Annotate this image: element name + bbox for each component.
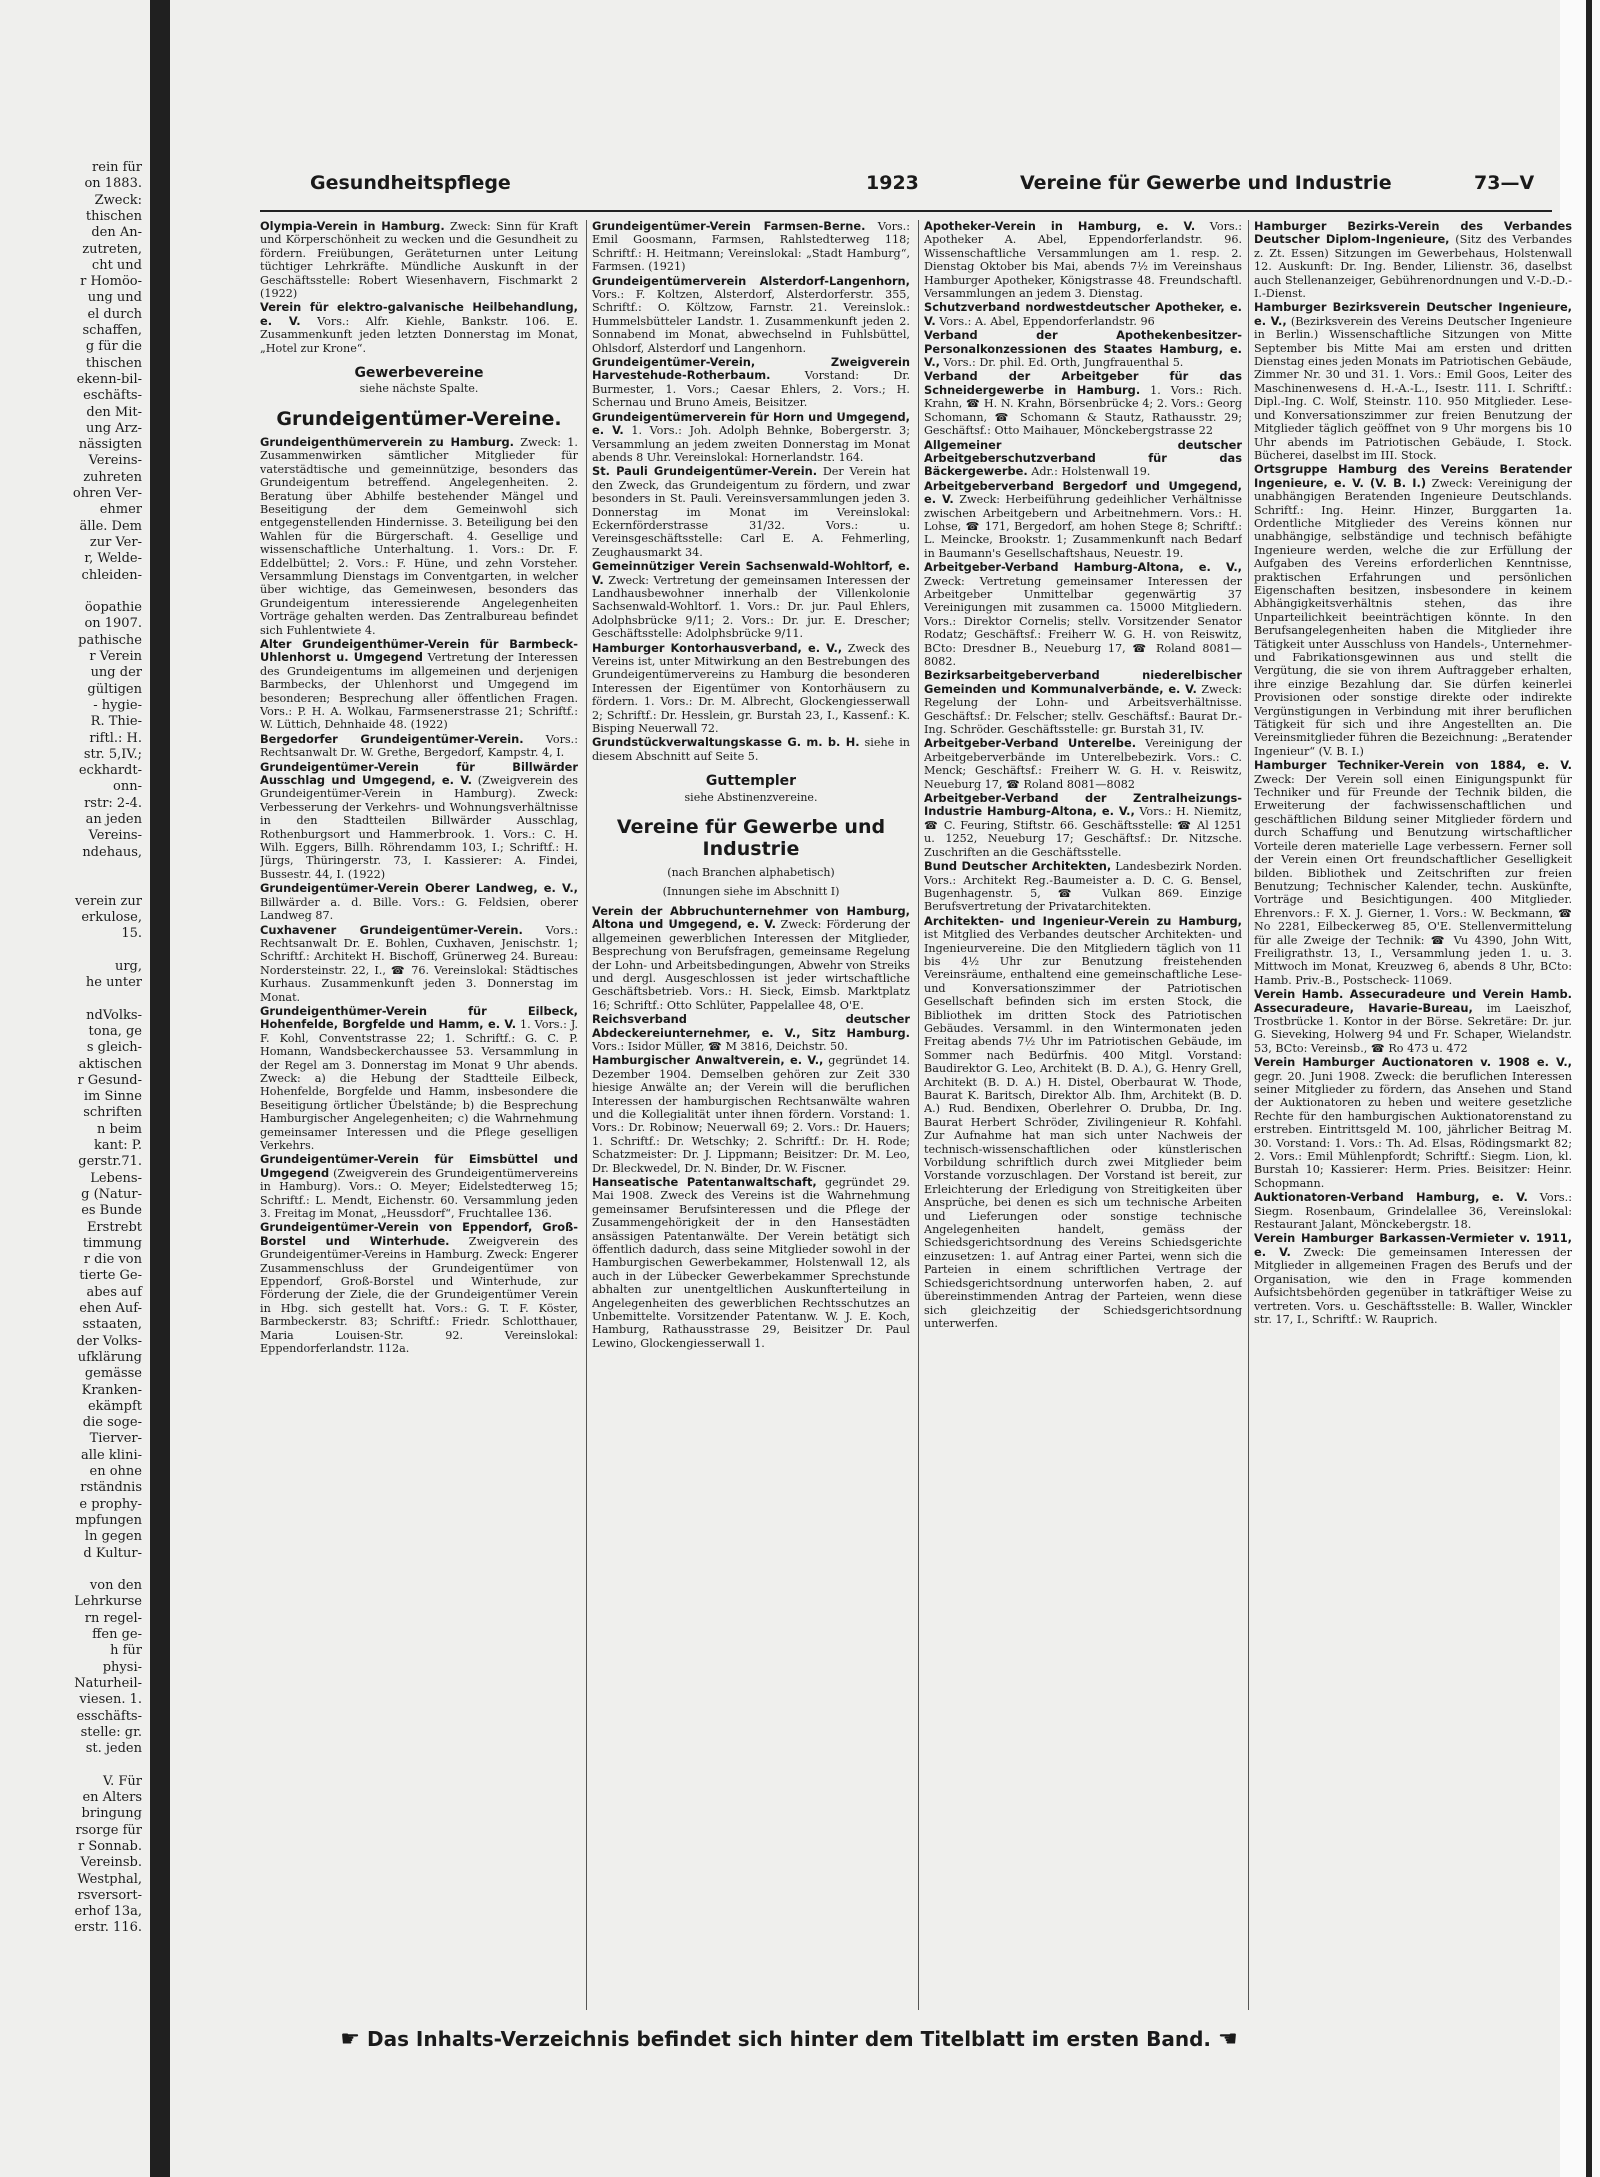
association-details: Zweck: Förderung der allgemeinen gewerblichen Interessen der Mitglieder, Besprechung von Berufsfragen, gemeinsame Regelung der Lohn- und Arbeitsbedingungen, Abwehr von Streiks und dergl. Ausgeschlossen ist jeder wirtschaftliche Geschäftsbetrieb. Vors.: H. Sieck, Eimsb. Marktplatz 16; Schriftf.: Otto Schlüter, Pappelallee 48, O'E.	[592, 918, 910, 1012]
left-page-text-fragment: thischen	[85, 355, 142, 371]
left-page-text-fragment: onn-	[113, 779, 142, 795]
left-page-text-fragment: Lehrkurse	[74, 1594, 142, 1610]
association-entry	[924, 860, 1242, 914]
left-page-text-fragment: Naturheil-	[74, 1675, 142, 1691]
association-details: Zweck des Vereins ist, unter Mitwirkung an den Bestrebungen des Grundeigentümervereins zu Hamburg die besonderen Interessen der Eigentümer von Kontorhäusern zu fördern. 1. Vors.: Dr. M. Albrecht, Glockengiesserwall 2; Schriftf.: Dr. Hesslein, gr. Burstah 23, I., Kassenf.: K. Bisping Neuerwall 72.	[592, 641, 910, 736]
association-entry	[592, 356, 910, 410]
column-2	[592, 220, 910, 2030]
left-page-text-fragment: Vereins-	[88, 828, 142, 844]
association-details: Vors.: Rechtsanwalt Dr. W. Grethe, Bergedorf, Kampstr. 4, I.	[260, 732, 578, 760]
association-details: Vors.: H. Niemitz, ☎ C. Feuring, Stiftstr. 66. Geschäftsstelle: ☎ Al 1251 u. 1252, Neueburg 17; Geschäftsf.: Dr. Nitzsche. Zuschriften an die Geschäftsstelle.	[924, 805, 1242, 859]
footer-text: Das Inhalts-Verzeichnis befindet sich hinter dem Titelblatt im ersten Band.	[366, 2027, 1212, 2051]
association-details: (Zweigverein des Grundeigentümer-Verein in Hamburg). Zweck: Verbesserung der Verkehrs- und Wohnungsverhältnisse in den Stadtteilen Billwärder Ausschlag, Rothenburgsort und Hammerbrook. 1. Vors.: C. H. Wilh. Eggers, Billh. Röhrendamm 103, I.; Schriftf.: H. Jürgs, Thüringerstr. 73, I. Kassierer: A. Findei, Bussestr. 44, I. (1922)	[260, 774, 578, 881]
left-page-text-fragment: el durch	[87, 306, 142, 322]
association-name: Arbeitgeber-Verband Unterelbe.	[924, 736, 1137, 751]
association-details: ist Mitglied des Verbandes deutscher Architekten- und Ingenieurvereine. Die den Mitgliedern täglich von 11 bis 4½ Uhr zur Benutzung freistehenden Vereinsräume, enthaltend eine gemeinschaftliche Lese- und Konversationszimmer der Patriotischen Gesellschaft befinden sich im ersten Stock, die Bibliothek im dritten Stock des Patriotischen Gebäudes. Versamml. in den Wintermonaten jeden Freitag abends 7½ Uhr im Patriotischen Gebäude, im Sommer nach Bedürfnis. 400 Mitgl. Vorstand: Baudirektor G. Leo, Architekt (B. D. A.), G. Henry Grell, Architekt (B. D. A.) H. Distel, Oberbaurat W. Thode, Baurat K. Baritsch, Direktor Alb. Ihm, Architekt (B. D. A.) Rud. Bendixen, Oberlehrer O. Drubba, Dr. Ing. Baurat Herbert Schröder, Zivilingenieur R. Kohfahl. Zur Aufnahme hat man sich unter Nachweis der technisch-wissenschaftlichen oder künstlerischen Vorbildung schriftlich durch zwei Mitglieder beim Vorstande vorzuschlagen. Der Vorstand ist bereit, zur Erleichterung der Erledigung von Streitigkeiten über Ansprüche, bei denen es sich um technische Arbeiten und Lieferungen oder sonstige technische Angelegenheiten handelt, gemäss der Schiedsgerichtsordnung des Vereins Schiedsgerichte einzusetzen: 1. auf Antrag einer Partei, wenn sich die Parteien in einem schriftlichen Vertrage der Schiedsgerichtsordnung unterworfen haben, 2. auf übereinstimmenden Antrag der Parteien, wenn diese sich gleichzeitig der Schiedsgerichtsordnung unterwerfen.	[924, 928, 1242, 1330]
association-name: Grundeigentümer-Verein, Zweigverein Harvestehude-Rotherbaum.	[592, 355, 910, 383]
association-entry	[1254, 301, 1572, 462]
association-entry	[260, 882, 578, 922]
association-entry	[1254, 1056, 1572, 1190]
association-name: Verein Hamburger Auctionatoren v. 1908 e. V.,	[1254, 1055, 1572, 1070]
association-details: Vertretung der Interessen des Grundeigentums im allgemeinen und derjenigen Barmbecks, der Uhlenhorst und Umgegend im besonderen; Besprechung aller öffentlichen Fragen. Vors.: P. H. A. Wolkau, Farmsenerstrasse 21; Schriftf.: W. Lüttich, Dehnhaide 48. (1922)	[260, 651, 578, 732]
association-entry	[260, 924, 578, 1004]
association-details: Der Verein hat den Zweck, das Grundeigentum zu fördern, und zwar besonders in St. Pauli. Vereinsversammlungen jeden 3. Donnerstag im Monat im Vereinslokal: Eckernförderstrasse 31/32. Vors.: u. Vereinsgeschäftsstelle: Carl E. A. Fehmerling, Zeughausmarkt 34.	[592, 465, 910, 559]
left-page-text-fragment: r, Welde-	[84, 551, 142, 567]
association-name: Cuxhavener Grundeigentümer-Verein.	[260, 922, 523, 937]
left-page-text-fragment: rsorge für	[75, 1822, 142, 1838]
left-page-text-fragment: Lebens-	[90, 1170, 142, 1186]
column-1	[260, 220, 578, 2030]
left-page-text-fragment: h für	[110, 1643, 142, 1659]
left-page-text-fragment: g für die	[85, 339, 142, 355]
association-details: 1. Vors.: Rich. Krahn, ☎ H. N. Krahn, Börsenbrücke 4; 2. Vors.: Georg Schomann, ☎ Schomann & Stautz, Rathausstr. 29; Geschäftsf.: Otto Maihauer, Mönckebergstrasse 22	[924, 383, 1242, 438]
left-page-text-fragment: ung Arz-	[85, 420, 142, 436]
left-page-text-fragment: ekämpft	[87, 1398, 142, 1414]
association-details: gegründet 29. Mai 1908. Zweck des Vereins ist die Wahrnehmung gemeinsamer Berufsinteressen und die Pflege der Zusammengehörigkeit der in den Hansestädten ansässigen Patentanwälte. Der Verein betätigt sich öffentlich dadurch, dass seine Mitglieder sowohl in der Hamburgischen Gewerbekammer, Holstenwall 12, als auch in der Lübecker Gewerbekammer Sprechstunde abhalten zur unentgeltlichen Auskunfterteilung in Angelegenheiten des gewerblichen Rechtsschutzes an Unbemittelte. Vorsitzender Patentanw. W. J. E. Koch, Hamburg, Rathausstrasse 29, Beisitzer Dr. Paul Lewino, Glockengiesserwall 1.	[592, 1176, 910, 1350]
header-year: 1923	[866, 172, 919, 194]
association-details: 1. Vors.: Joh. Adolph Behnke, Bobergerstr. 3; Versammlung an jedem zweiten Donnerstag im Monat abends 8 Uhr. Vereinslokal: Hornerlandstr. 164.	[592, 424, 910, 464]
association-name: Arbeitgeber-Verband der Zentralheizungs-Industrie Hamburg-Altona, e. V.,	[924, 791, 1242, 819]
left-page-text-fragment: ndVolks-	[86, 1007, 142, 1023]
left-page-text-fragment: physi-	[102, 1659, 142, 1675]
left-page-text-fragment: rständnis	[80, 1480, 142, 1496]
left-page-text-fragment: e prophy-	[79, 1496, 142, 1512]
left-page-text-fragment: thischen	[85, 208, 142, 224]
association-name: Reichsverband deutscher Abdeckereiunternehmer, e. V., Sitz Hamburg.	[592, 1012, 910, 1040]
left-page-text-fragment: rstr: 2-4.	[84, 795, 142, 811]
left-page-text-fragment: schaffen,	[82, 323, 142, 338]
footer-notice	[214, 2027, 1364, 2052]
association-name: Schutzverband nordwestdeutscher Apotheker, e. V.	[924, 300, 1242, 328]
association-entry	[1254, 220, 1572, 300]
left-page-text-fragment: on 1883.	[84, 176, 142, 192]
association-entry	[924, 220, 1242, 300]
left-page-text-fragment: der Volks-	[76, 1333, 142, 1349]
association-name: Hamburgischer Anwaltverein, e. V.,	[592, 1053, 824, 1068]
association-name: Bergedorfer Grundeigentümer-Verein.	[260, 731, 524, 746]
left-page-text-fragment: erkulose,	[81, 909, 142, 925]
left-page-text-fragment: st. jeden	[85, 1741, 142, 1757]
association-details: Vors.: Emil Goosmann, Farmsen, Rahlstedterweg 118; Schriftf.: H. Heitmann; Vereinslokal: „Stadt Hamburg“, Farmsen. (1921)	[592, 220, 910, 274]
association-details: Zweck: Regelung der Lohn- und Arbeitsverhältnisse. Geschäftsf.: Dr. Felscher; stellv. Geschäftsf.: Baurat Dr.-Ing. Schröder. Geschäftsstelle: gr. Burstah 31, IV.	[924, 682, 1242, 737]
left-page-text-fragment: zur Ver-	[89, 534, 142, 550]
left-page-text-fragment: erstr. 116.	[74, 1920, 142, 1936]
header-left: Gesundheitspflege	[310, 172, 511, 194]
left-page-text-fragment: r Verein	[89, 649, 142, 664]
left-page-text-fragment: g (Natur-	[81, 1186, 142, 1202]
pointing-hand-icon: ☛	[340, 2027, 360, 2052]
main-section-heading: Vereine für Gewerbe und Industrie	[616, 816, 886, 861]
association-details: Vorstand: Dr. Burmester, 1. Vors.; Caesar Ehlers, 2. Vors.; H. Schernau und Bruno Ameis, Beisitzer.	[592, 369, 910, 410]
left-page-text-fragment: öopathie	[84, 600, 142, 616]
association-entry	[260, 1005, 578, 1152]
association-name: Grundeigentümer-Verein Oberer Landweg, e. V.,	[260, 881, 578, 896]
association-entry	[924, 480, 1242, 560]
left-page-text-fragment: bringung	[81, 1806, 142, 1822]
left-page-text-fragment: zuhreten	[83, 469, 142, 485]
association-name: Arbeitgeber-Verband Hamburg-Altona, e. V.,	[924, 560, 1242, 575]
association-entry	[924, 915, 1242, 1331]
association-name: Olympia-Verein in Hamburg.	[260, 220, 445, 233]
left-page-text-fragment: - hygie-	[93, 697, 142, 713]
association-details: Zweck: Vertretung der gemeinsamen Interessen der Landhausbewohner innerhalb der Villenkolonie Sachsenwald-Wohltorf. 1. Vors.: Dr. jur. Paul Ehlers, Adolphsbrücke 9/11; 2. Vors.: Dr. jur. E. Drescher; Geschäftsstelle: Adolphsbrücke 9/11.	[592, 573, 910, 641]
association-details: Zweck: Vereinigung der unabhängigen Beratenden Ingenieure Deutschlands. Schriftf.: Ing. Heinr. Hinzer, Burggarten 1a. Ordentliche Mitglieder des Vereins können nur unabhängige, selbständige und technisch befähigte Ingenieure werden, welche die zur Erfüllung der Aufgaben des Vereins erforderlichen Kenntnisse, praktischen Erfahrungen und persönlichen Eigenschaften besitzen, insbesondere in keinem Abhängigkeitsverhältnis stehen, das ihre Unparteilichkeit beeinträchtigen könnte. In den Berufsangelegenheiten haben die Mitglieder ihre Tätigkeit unter Ausschluss von Handels-, Unternehmer- und Fabrikationsgewinnen aus und stellt die Vergütung, die sie von ihrem Auftraggeber erhalten, ihre einzige Bezahlung dar. Sie dürfen keinerlei Provisionen oder sonstige direkte oder indirekte Vergünstigungen in Verbindung mit ihrer beruflichen Tätigkeit für sich und ihre Angestellten an. Die Vereinsmitglieder führen die Bezeichnung: „Beratender Ingenieur“ (V. B. I.)	[1254, 476, 1572, 758]
left-page-text-fragment: gemässe	[84, 1366, 142, 1382]
association-entry	[592, 1013, 910, 1053]
association-name: Arbeitgeberverband Bergedorf und Umgegend, e. V.	[924, 478, 1242, 507]
left-page-text-fragment: ohren Ver-	[72, 486, 142, 501]
association-details: Vors.: Apotheker A. Abel, Eppendorferlandstr. 96. Wissenschaftliche Versammlungen am 1. resp. 2. Dienstag Oktober bis Mai, abends 7½ im Vereinshaus Hamburger Apotheker, Königstrasse 48. Freundschaftl. Versammlungen an jedem 3. Dienstag.	[924, 220, 1242, 301]
left-page-text-fragment: en Alters	[82, 1790, 142, 1805]
association-name: Ortsgruppe Hamburg des Vereins Beratender Ingenieure, e. V. (V. B. I.)	[1254, 462, 1572, 490]
association-name: Apotheker-Verein in Hamburg, e. V.	[924, 220, 1196, 233]
left-page-text-fragment: ufklärung	[77, 1349, 142, 1365]
left-page-text-fragment: Kranken-	[81, 1382, 142, 1398]
left-page-text-fragment: den Mit-	[86, 404, 142, 420]
left-page-text-fragment: ndehaus,	[82, 844, 142, 860]
association-details: Vors.: Isidor Müller, ☎ M 3816, Deichstr. 50.	[592, 1039, 848, 1053]
running-header	[178, 172, 1558, 202]
left-page-text-fragment: ehen Auf-	[79, 1301, 142, 1316]
left-page-text-fragment: esschäfts-	[76, 1708, 142, 1724]
association-entry	[924, 301, 1242, 328]
association-details: gegr. 20. Juni 1908. Zweck: die beruflichen Interessen seiner Mitglieder zu fördern, das Ansehen und Stand der Auktionatoren zu heben und weitere gesetzliche Rechte für den hamburgischen Auktionatorenstand zu erstreben. Eintrittsgeld M. 100, jährlicher Beitrag M. 30. Vorstand: 1. Vors.: Th. Ad. Elsas, Rödingsmarkt 82; 2. Vors.: Emil Mühlenpfordt; Schriftf.: Siegm. Lion, kl. Burstah 10; Kassierer: Herm. Pries. Beisitzer: Heinr. Schopmann.	[1254, 1069, 1572, 1190]
association-name: Allgemeiner deutscher Arbeitgeberschutzverband für das Bäckergewerbe.	[924, 437, 1242, 479]
left-page-text-fragment: gerstr.71.	[78, 1154, 142, 1170]
association-details: Zweck: Vertretung gemeinsamer Interessen der Arbeitgeber Unmittelbar gegenwärtig 37 Vereinigungen mit zusammen ca. 15000 Mitgliedern. Vors.: Direktor Cornelis; stellv. Vorsitzender Senator Rodatz; Geschäftsf.: Freiherr W. G. H. von Reiswitz, BCto: Dresdner B., Neueburg 17, ☎ Roland 8081—8082.	[924, 574, 1242, 668]
page-edge	[1586, 0, 1592, 2177]
association-name: St. Pauli Grundeigentümer-Verein.	[592, 464, 818, 479]
association-details: Zweck: 1. Zusammenwirken sämtlicher Mitglieder für vaterstädtische und gemeinnützige, besonders das Grundeigentum betreffend. Angelegenheiten. 2. Beratung über Abhilfe bestehender Mängel und Beseitigung der dem Gemeinwohl sich entgegenstellenden Hindernisse. 3. Beteiligung bei den Wahlen für die Bürgerschaft. 4. Gesellige und wissenschaftliche Unterhaltung. 1. Vors.: Dr. F. Eddelbüttel; 2. Vors.: F. Hüne, und zehn Vorsteher. Versammlung Dienstags im Conventgarten, in welcher über wichtige, das Gemeinwesen, besonders das Grundeigentum interessierende Angelegenheiten Vorträge gehalten werden. Das Zentralbureau befindet sich Fuhlentwiete 4.	[260, 435, 578, 637]
association-name: Verein Hamburger Barkassen-Vermieter v. 1911, e. V.	[1254, 1231, 1572, 1259]
association-name: Grundeigentümer-Verein für Billwärder Ausschlag und Umgegend, e. V.	[260, 759, 578, 788]
association-entry	[1254, 1191, 1572, 1231]
association-entry	[592, 642, 910, 736]
association-details: (Bezirksverein des Vereins Deutscher Ingenieure in Berlin.) Wissenschaftliche Sitzungen von Mitte September bis Mitte Mai am ersten und dritten Dienstag eines jeden Monats im Patriotischen Gebäude, Zimmer Nr. 30 und 31. 1. Vors.: Emil Goos, Leiter des Maschinenwesens d. H.-A.-L., Isestr. 111. I. Schriftf.: Dipl.-Ing. C. Wolf, Steinstr. 110. 950 Mitglieder. Lese- und Konversationszimmer zur freien Benutzung der Mitglieder täglich geöffnet von 9 Uhr morgens bis 10 Uhr abends im Patriotischen Gebäude, I. Stock. Bücherei, daselbst im III. Stock.	[1254, 314, 1572, 462]
left-page-text-fragment: rein für	[92, 160, 142, 175]
association-details: Vors.: A. Abel, Eppendorferlandstr. 96	[935, 314, 1155, 328]
association-name: Grundeigenthümerverein zu Hamburg.	[260, 434, 514, 449]
association-name: Grundeigentümer-Verein Farmsen-Berne.	[592, 220, 866, 233]
association-name: Auktionatoren-Verband Hamburg, e. V.	[1254, 1190, 1528, 1205]
association-details: Zweck: Sinn für Kraft und Körperschönheit zu wecken und die Gesundheit zu fördern. Freiübungen, Geräteturnen unter Leitung tüchtiger Lehrkräfte. Mündliche Auskunft in der Geschäftsstelle: Robert Wiesenhavern, Fischmarkt 2 (1922)	[260, 220, 578, 301]
association-name: Gemeinnütziger Verein Sachsenwald-Wohltorf, e. V.	[592, 559, 910, 587]
association-entry	[924, 561, 1242, 668]
association-name: Grundeigentümerverein für Horn und Umgegend, e. V.	[592, 409, 910, 438]
book-gutter	[150, 0, 170, 2177]
left-page-text-fragment: stelle: gr.	[80, 1724, 142, 1740]
association-name: Verein Hamb. Assecuradeure und Verein Hamb. Assecuradeure, Havarie-Bureau,	[1254, 987, 1572, 1015]
association-entry	[924, 329, 1242, 369]
column-3	[924, 220, 1242, 2030]
left-page-text-fragment: ekenn-bil-	[76, 371, 142, 387]
association-entry	[260, 1221, 578, 1355]
association-entry	[592, 560, 910, 640]
left-page-text-fragment: alle klini-	[80, 1447, 142, 1463]
left-page-text-fragment: sstaaten,	[82, 1317, 142, 1333]
left-page-text-fragment: Vereins-	[88, 453, 142, 469]
association-details: Vors.: Rechtsanwalt Dr. E. Bohlen, Cuxhaven, Jenischstr. 1; Schriftf.: Architekt H. Bischoff, Grünerweg 24. Bureau: Nordersteinstr. 22, I., ☎ 76. Vereinslokal: Städtisches Kurhaus. Zusammenkunft jeden 3. Donnerstag im Monat.	[260, 923, 578, 1004]
association-name: Grundeigentümer-Verein von Eppendorf, Groß-Borstel und Winterhude.	[260, 1220, 578, 1248]
header-page-number: 73—V	[1474, 172, 1535, 194]
association-name: Grundstückverwaltungskasse G. m. b. H.	[592, 735, 860, 750]
association-entry	[924, 370, 1242, 437]
association-name: Alter Grundeigenthümer-Verein für Barmbeck-Uhlenhorst u. Umgegend	[260, 636, 578, 665]
left-page-text-fragment: cht und	[91, 257, 142, 273]
association-details: Billwärder a. d. Bille. Vors.: G. Feldsien, oberer Landweg 87.	[260, 895, 578, 923]
left-page-text-fragment: den An-	[91, 225, 142, 241]
association-name: Grundeigentümerverein Alsterdorf-Langenhorn,	[592, 273, 910, 288]
left-page-text-fragment: schriften	[83, 1105, 142, 1121]
left-page-text-fragment: s gleich-	[86, 1040, 142, 1056]
header-title: Vereine für Gewerbe und Industrie	[1020, 172, 1392, 194]
association-entry	[260, 436, 578, 637]
association-details: gegründet 14. Dezember 1904. Demselben gehören zur Zeit 330 hiesige Anwälte an; der Verein will die beruflichen Interessen der hamburgischen Rechtsanwälte wahren und die Kollegialität unter ihnen fördern. Vorstand: 1. Vors.: Dr. Robinow; Neuerwall 69; 2. Vors.: Dr. Hauers; 1. Schriftf.: Dr. Wetschky; 2. Schriftf.: Dr. H. Rode; Schatzmeister: Dr. J. Lippmann; Beisitzer: Dr. M. Leo, Dr. Bleckwedel, Dr. N. Binder, Dr. W. Fiscner.	[592, 1054, 910, 1175]
column-divider	[918, 220, 919, 2010]
association-entry	[260, 761, 578, 882]
left-page-text-fragment: he unter	[85, 975, 142, 990]
association-name: Bund Deutscher Architekten,	[924, 859, 1112, 874]
association-entry	[1254, 759, 1572, 987]
section-note: (Innungen siehe im Abschnitt I)	[662, 885, 840, 899]
column-divider	[586, 220, 587, 2010]
left-page-text-fragment: an jeden	[85, 812, 142, 827]
association-entry	[592, 905, 910, 1012]
association-entry	[1254, 988, 1572, 1055]
left-page-text-fragment: aktischen	[78, 1056, 142, 1072]
pointing-hand-icon: ☚	[1217, 2027, 1238, 2052]
left-page-text-fragment: r Gesund-	[77, 1072, 142, 1088]
left-page-text-fragment: es Bunde	[81, 1203, 142, 1219]
left-page-text-fragment: Zweck:	[94, 192, 142, 208]
association-entry	[260, 220, 578, 300]
association-name: Hamburger Kontorhausverband, e. V.,	[592, 640, 843, 655]
left-page-text-fragment: verein zur	[74, 893, 142, 909]
association-name: Architekten- und Ingenieur-Verein zu Hamburg,	[924, 913, 1242, 928]
left-page-text-fragment: Erstrebt	[86, 1219, 142, 1235]
column-divider	[1248, 220, 1249, 2010]
association-details: Landesbezirk Norden. Vors.: Architekt Reg.-Baumeister a. D. C. G. Bensel, Bugenhagenstr. 5, ☎ Vulkan 869. Einzige Berufsvertretung der Privatarchitekten.	[924, 860, 1242, 914]
page	[178, 0, 1572, 2177]
association-details: Zweck: Der Verein soll einen Einigungspunkt für Techniker und für Freunde der Technik bilden, die Erweiterung der fachwissenschaftlichen und geschäftlichen Bildung seiner Mitglieder fördern und durch Schaffung und Benutzung wirtschaftlicher Vorteile deren materielle Lage verbessern. Ferner soll der Verein einen Ort freundschaftlicher Geselligkeit bilden. Bibliothek und Zeitschriften zur freien Benutzung; Technischer Kalender, techn. Auskünfte, Vorträge und Besichtigungen. 400 Mitglieder. Ehrenvors.: F. X. J. Gierner, 1. Vors.: W. Beckmann, ☎ No 2281, Eilbeckerweg 85, O'E. Stellenvermittelung für alle Zweige der Technik: ☎ Vu 4390, John Witt, Freiligrathstr. 13, I., Versammlung jeden 1. u. 3. Mittwoch im Monat, Kreuzweg 6, abends 8 Uhr, BCto: Hamb. Priv.-B., Postscheck- 11069.	[1254, 772, 1572, 987]
association-details: Vors.: Siegm. Rosenbaum, Grindelallee 36, Vereinslokal: Restaurant Jalant, Mönckebergstr. 18.	[1254, 1191, 1572, 1232]
left-page-text-fragment: rn regel-	[84, 1610, 142, 1626]
section-note: (nach Branchen alphabetisch)	[667, 866, 835, 880]
association-entry	[1254, 463, 1572, 758]
association-entry	[592, 736, 910, 763]
left-page-text-fragment: abes auf	[86, 1284, 142, 1300]
association-name: Grundeigenthümer-Verein für Eilbeck, Hohenfelde, Borgfelde und Hamm, e. V.	[260, 1003, 578, 1032]
section-note: siehe nächste Spalte.	[359, 382, 479, 396]
left-page-text-fragment: pathische	[78, 632, 142, 648]
section-heading: Guttempler	[705, 773, 797, 790]
left-page-text-fragment: ln gegen	[84, 1529, 142, 1545]
association-name: Verein für elektro-galvanische Heilbehandlung, e. V.	[260, 300, 578, 328]
left-page-text-fragment: die soge-	[82, 1415, 142, 1431]
left-page-text-fragment: r Homöo-	[80, 274, 142, 290]
left-page-text-fragment: 15.	[121, 926, 142, 942]
left-page-text-fragment: en ohne	[89, 1464, 142, 1479]
left-page-text-fragment: urg,	[114, 958, 142, 974]
left-page-text-fragment: d Kultur-	[83, 1545, 142, 1561]
association-name: Verband der Arbeitgeber für das Schneidergewerbe in Hamburg.	[924, 369, 1242, 397]
association-entry	[592, 220, 910, 274]
left-page-text-fragment: on 1907.	[84, 616, 142, 632]
association-entry	[260, 301, 578, 355]
left-page-text-fragment: kant: P.	[94, 1138, 142, 1153]
association-name: Verein der Abbruchunternehmer von Hamburg, Altona und Umgegend, e. V.	[592, 903, 910, 932]
left-page-text-fragment: chleiden-	[81, 567, 142, 583]
association-entry	[592, 411, 910, 465]
main-section-heading: Grundeigentümer-Vereine.	[276, 407, 562, 430]
association-name: Hamburger Techniker-Verein von 1884, e. V.	[1254, 758, 1572, 773]
association-details: Adr.: Holstenwall 19.	[1027, 465, 1151, 479]
left-page-text-fragment: ung und	[87, 290, 142, 306]
left-page-text-fragment: viesen. 1.	[79, 1692, 142, 1708]
association-entry	[260, 733, 578, 760]
left-page-text-fragment: von den	[89, 1578, 142, 1594]
left-page-text-fragment: eschäfts-	[83, 388, 142, 404]
association-details: Zweck: Die gemeinsamen Interessen der Mitglieder in allgemeinen Fragen des Berufs und der Organisation, wie den in Frage kommenden Aufsichtsbehörden gegenüber in tatkräftiger Weise zu vertreten. Vors. u. Geschäftsstelle: B. Waller, Winckler str. 17, I., Schriftf.: W. Rauprich.	[1254, 1245, 1572, 1326]
left-page-text-fragment: ung der	[90, 665, 142, 681]
association-entry	[1254, 1232, 1572, 1326]
association-name: Bezirksarbeitgeberverband niederelbischer Gemeinden und Kommunalverbände, e. V.	[924, 668, 1242, 696]
left-page-text-fragment: gültigen	[87, 681, 142, 697]
association-details: 1. Vors.: J. F. Kohl, Conventstrasse 22; 1. Schriftf.: G. C. P. Homann, Wandsbeckerchaussee 53. Versammlung in der Regel am 3. Donnerstag im Monat 9 Uhr abends. Zweck: a) die Hebung der Stadtteile Eilbeck, Hohenfelde, Borgfelde und Hamm, insbesondere die Beseitigung örtlicher Übelstände; b) die Besprechung Hamburgischer Angelegenheiten; c) die Wahrnehmung gemeinsamer Interessen und die Pflege geselligen Verkehrs.	[260, 1018, 578, 1152]
association-name: Hamburger Bezirks-Verein des Verbandes Deutscher Diplom-Ingenieure,	[1254, 220, 1572, 247]
association-details: Zweigverein des Grundeigentümer-Vereins in Hamburg. Zweck: Engerer Zusammenschluss der Grundeigentümer von Eppendorf, Groß-Borstel und Winterhude, zur Förderung der Ziele, die der Grundeigentümer Verein in Hbg. sich gestellt hat. Vors.: G. T. F. Köster, Barmbeckerstr. 83; Schriftf.: Friedr. Schlotthauer, Maria Louisen-Str. 92. Vereinslokal: Eppendorferlandstr. 112a.	[260, 1234, 578, 1356]
left-page-text-fragment: timmung	[82, 1235, 142, 1251]
left-page-text-fragment: tona, ge	[88, 1023, 142, 1039]
association-details: im Laeiszhof, Trostbrücke 1. Kontor in der Börse. Sekretäre: Dr. jur. G. Sieveking, Holwerg 94 und Fr. Schaper, Wielandstr. 53, BCto: Vereinsb., ☎ Ro 473 u. 472	[1254, 1001, 1572, 1055]
association-entry	[592, 1054, 910, 1175]
association-entry	[924, 737, 1242, 791]
association-entry	[924, 669, 1242, 736]
left-page-text-fragment: zutreten,	[82, 241, 142, 257]
left-page-text-fragment: n beim	[96, 1121, 142, 1137]
section-note: siehe Abstinenzvereine.	[684, 790, 818, 804]
left-page-text-fragment: r Sonnab.	[77, 1838, 142, 1854]
left-page-text-fragment: im Sinne	[83, 1089, 142, 1105]
left-page-text-fragment: rsversort-	[77, 1887, 142, 1903]
association-entry	[924, 792, 1242, 859]
left-page-text-fragment: älle. Dem	[79, 518, 142, 534]
left-page-text-fragment: ehmer	[99, 502, 142, 518]
association-entry	[592, 465, 910, 559]
column-4	[1254, 220, 1572, 2030]
association-entry	[260, 1153, 578, 1220]
left-page-text-fragment: eckhardt-	[78, 763, 142, 779]
left-page-text-fragment: str. 5,IV.;	[83, 746, 142, 762]
association-entry	[592, 1176, 910, 1350]
association-name: Grundeigentümer-Verein für Eimsbüttel und Umgegend	[260, 1152, 578, 1180]
left-page-strip	[0, 0, 150, 2177]
association-details: Vereinigung der Arbeitgeberverbände im Unterelbebezirk. Vors.: C. Menck; Geschäftsf.: Freiherr W. G. H. v. Reiswitz, Neueburg 17, ☎ Roland 8081—8082	[924, 737, 1242, 791]
left-page-text-fragment: Westphal,	[77, 1871, 142, 1887]
association-details: Zweck: Herbeiführung gedeihlicher Verhältnisse zwischen Arbeitgebern und Arbeitnehmern. Vors.: H. Lohse, ☎ 171, Bergedorf, am hohen Stege 8; Schriftf.: L. Meincke, Brookstr. 1; Zusammenkunft nach Bedarf in Baumann's Gesellschaftshaus, Neuestr. 19.	[924, 493, 1242, 560]
association-name: Hamburger Bezirksverein Deutscher Ingenieure, e. V.,	[1254, 300, 1572, 328]
association-details: Vors.: Dr. phil. Ed. Orth, Jungfrauenthal 5.	[940, 356, 1184, 370]
association-details: (Zweigverein des Grundeigentümervereins in Hamburg). Vors.: O. Meyer; Eidelstedterweg 15; Schriftf.: L. Mendt, Eichenstr. 60. Versammlung jeden 3. Freitag im Monat, „Heussdorf“, Fruchtallee 136.	[260, 1166, 578, 1221]
left-page-text-fragment: Tierver-	[89, 1431, 142, 1447]
association-name: Verband der Apothekenbesitzer-Personalkonzessionen des Staates Hamburg, e. V.,	[924, 328, 1242, 370]
association-entry	[260, 638, 578, 732]
association-details: siehe in diesem Abschnitt auf Seite 5.	[592, 736, 910, 763]
left-page-text-fragment: mpfungen	[75, 1512, 142, 1528]
left-page-text-fragment: nässigten	[78, 437, 142, 453]
left-page-text-fragment: V. Für	[103, 1773, 142, 1789]
left-page-text-fragment: tierte Ge-	[79, 1268, 142, 1284]
left-page-text-fragment: ffen ge-	[92, 1627, 142, 1642]
association-details: Vors.: Alfr. Kiehle, Bankstr. 106. E. Zusammenkunft jeden letzten Donnerstag im Monat, „Hotel zur Krone“.	[260, 314, 578, 355]
association-entry	[924, 439, 1242, 479]
association-details: Vors.: F. Koltzen, Alsterdorf, Alsterdorferstr. 355, Schriftf.: O. Költzow, Farnstr. 21. Vereinslok.: Hummelsbütteler Landstr. 1. Zusammenkunft jeden 2. Sonnabend im Monat, abwechselnd in Fuhlsbüttel, Ohlsdorf, Alsterdorf und Langenhorn.	[592, 288, 910, 355]
left-page-text-fragment: r die von	[83, 1252, 142, 1268]
association-details: (Sitz des Verbandes z. Zt. Essen) Sitzungen im Gewerbehaus, Holstenwall 12. Auskunft: Dr. Ing. Bender, Lilienstr. 36, daselbst auch Stellenanzeiger, Gebührenordnungen und V.-D.-D.-I.-Dienst.	[1254, 233, 1572, 301]
section-heading: Gewerbevereine	[354, 365, 484, 382]
left-page-text-fragment: R. Thie-	[90, 714, 142, 730]
association-name: Hanseatische Patentanwaltschaft,	[592, 1175, 817, 1189]
header-rule	[260, 210, 1552, 212]
left-page-text-fragment: erhof 13a,	[74, 1904, 142, 1920]
association-entry	[592, 275, 910, 355]
left-page-text-fragment: Vereinsb.	[80, 1855, 142, 1871]
left-page-text-fragment: riftl.: H.	[89, 730, 142, 746]
